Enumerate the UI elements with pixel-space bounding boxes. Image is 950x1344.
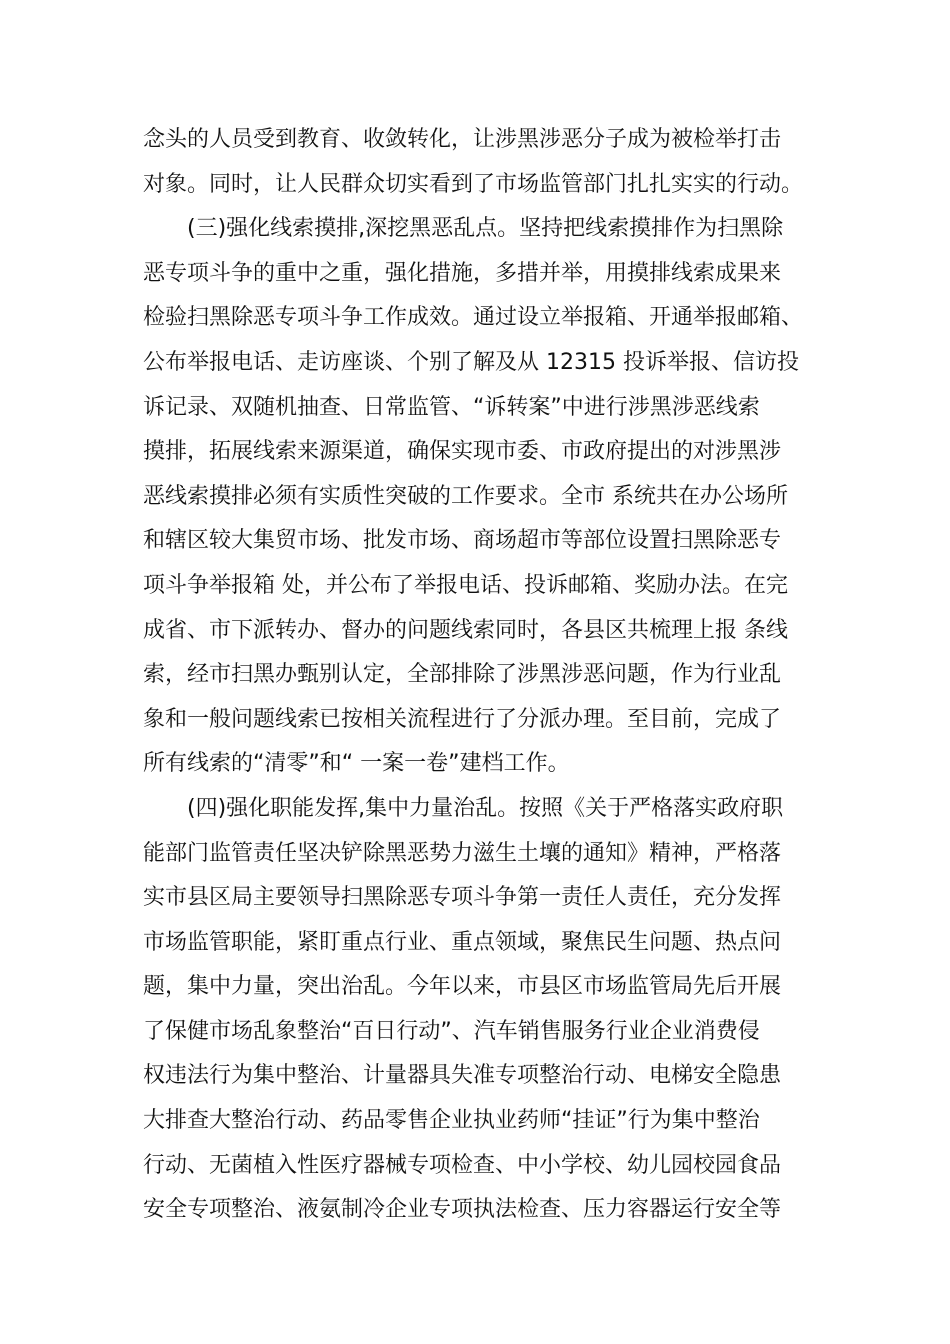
text-line: 成省、市下派转办、督办的问题线索同时，各县区共梳理上报 条线	[143, 617, 788, 643]
text-line: 大排查大整治行动、药品零售企业执业药师“挂证”行为集中整治	[143, 1108, 760, 1134]
text-line: 恶专项斗争的重中之重，强化措施，多措并举，用摸排线索成果来	[143, 260, 782, 286]
text-line: 诉记录、双随机抽查、日常监管、“诉转案”中进行涉黑涉恶线索	[143, 394, 760, 420]
text-line: 实市县区局主要领导扫黑除恶专项斗争第一责任人责任，充分发挥	[143, 885, 782, 911]
text-line: 题，集中力量，突出治乱。今年以来，市县区市场监管局先后开展	[143, 974, 782, 1000]
text-line: 检验扫黑除恶专项斗争工作成效。通过设立举报箱、开通举报邮箱、	[143, 305, 804, 331]
text-line: 念头的人员受到教育、收敛转化，让涉黑涉恶分子成为被检举打击	[143, 127, 782, 152]
text-line: 权违法行为集中整治、计量器具失准专项整治行动、电梯安全隐患	[143, 1063, 782, 1089]
text-line: 恶线索摸排必须有实质性突破的工作要求。全市 系统共在办公场所	[143, 483, 788, 509]
paragraph-first-line: (四)强化职能发挥,集中力量治乱。按照《关于严格落实政府职	[187, 795, 784, 821]
document-body	[143, 118, 807, 1233]
text-line: 能部门监管责任坚决铲除黑恶势力滋生土壤的通知》精神，严格落	[143, 840, 782, 866]
text-line: 了保健市场乱象整治“百日行动”、汽车销售服务行业企业消费侵	[143, 1018, 760, 1044]
text-line: 和辖区较大集贸市场、批发市场、商场超市等部位设置扫黑除恶专	[143, 528, 782, 554]
text-line: 所有线索的“清零”和“ 一案一卷”建档工作。	[143, 751, 570, 777]
text-line: 索，经市扫黑办甄别认定，全部排除了涉黑涉恶问题，作为行业乱	[143, 662, 782, 688]
text-line: 对象。同时，让人民群众切实看到了市场监管部门扎扎实实的行动。	[143, 171, 804, 197]
text-line: 公布举报电话、走访座谈、个别了解及从 12315 投诉举报、信访投	[143, 349, 799, 375]
text-line: 市场监管职能，紧盯重点行业、重点领域，聚焦民生问题、热点问	[143, 929, 782, 955]
text-line: 摸排，拓展线索来源渠道，确保实现市委、市政府提出的对涉黑涉	[143, 439, 782, 465]
paragraph-first-line: (三)强化线索摸排,深挖黑恶乱点。坚持把线索摸排作为扫黑除	[187, 216, 784, 242]
text-line: 行动、无菌植入性医疗器械专项检查、中小学校、幼儿园校园食品	[143, 1152, 782, 1178]
text-line: 项斗争举报箱 处，并公布了举报电话、投诉邮箱、奖励办法。在完	[143, 572, 788, 598]
text-line: 象和一般问题线索已按相关流程进行了分派办理。至目前，完成了	[143, 706, 782, 732]
text-line: 安全专项整治、液氨制冷企业专项执法检查、压力容器运行安全等	[143, 1197, 782, 1223]
